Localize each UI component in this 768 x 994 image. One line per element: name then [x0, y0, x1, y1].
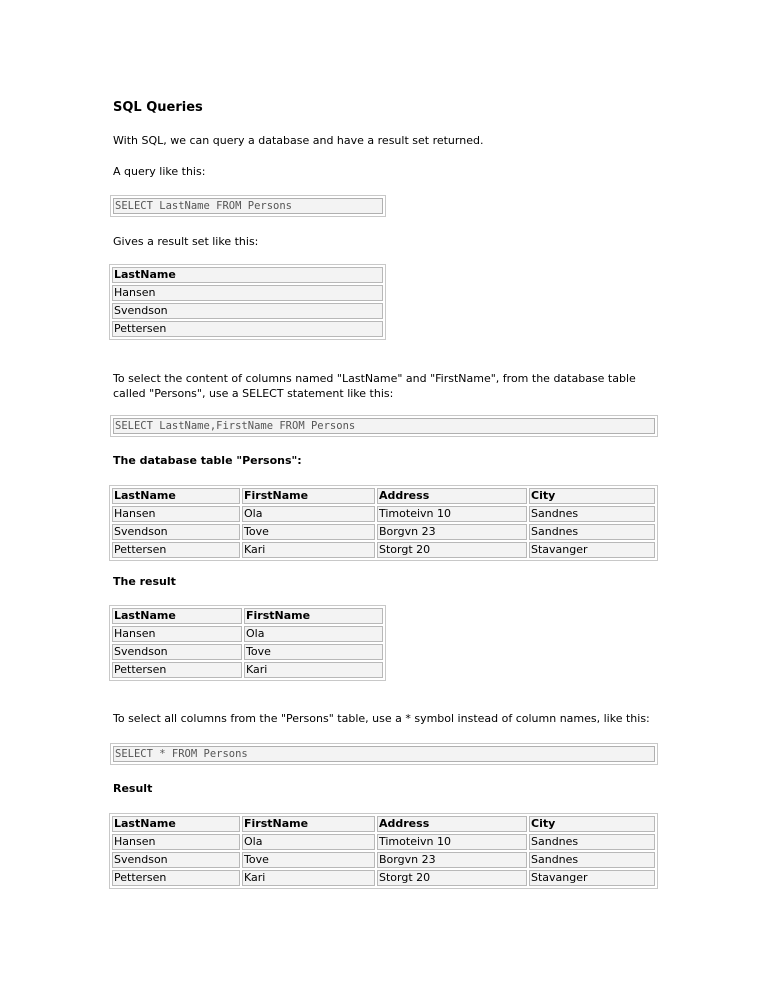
table-cell: Storgt 20 [377, 542, 527, 558]
table-cell: Sandnes [529, 506, 655, 522]
column-header: City [529, 488, 655, 504]
table-row [112, 870, 655, 886]
table-cell: Borgvn 23 [377, 852, 527, 868]
table-cell: Kari [242, 542, 375, 558]
column-header: City [529, 816, 655, 832]
db-table-heading: The database table "Persons": [113, 454, 302, 467]
select-all-text: To select all columns from the "Persons" table, use a * symbol instead of column names, like this: [113, 712, 650, 725]
table-header-row [112, 488, 655, 504]
table-cell: Kari [242, 870, 375, 886]
code-query1: SELECT LastName FROM Persons [113, 198, 383, 214]
table-row [112, 662, 383, 678]
table-cell: Svendson [112, 303, 383, 319]
table-cell: Svendson [112, 644, 242, 660]
column-header: LastName [112, 816, 240, 832]
table-cell: Stavanger [529, 542, 655, 558]
result1-table [109, 264, 386, 340]
column-header: LastName [112, 267, 383, 283]
table-cell: Borgvn 23 [377, 524, 527, 540]
table-row [112, 506, 655, 522]
result2-table [109, 605, 386, 681]
table-cell: Svendson [112, 524, 240, 540]
table-row [112, 644, 383, 660]
table-cell: Sandnes [529, 852, 655, 868]
result-heading: The result [113, 575, 176, 588]
table-cell: Pettersen [112, 321, 383, 337]
table-cell: Pettersen [112, 870, 240, 886]
table-row [112, 321, 383, 337]
table-cell: Stavanger [529, 870, 655, 886]
table-row [112, 303, 383, 319]
table-cell: Tove [242, 524, 375, 540]
intro-text: With SQL, we can query a database and have a result set returned. [113, 134, 484, 147]
table-cell: Hansen [112, 834, 240, 850]
page-title: SQL Queries [113, 100, 203, 115]
persons-table [109, 485, 658, 561]
select-cols-text-line1: To select the content of columns named "LastName" and "FirstName", from the database table [113, 372, 636, 385]
table-cell: Timoteivn 10 [377, 506, 527, 522]
table-cell: Ola [242, 506, 375, 522]
table-cell: Tove [242, 852, 375, 868]
query-like-text: A query like this: [113, 165, 206, 178]
column-header: FirstName [242, 816, 375, 832]
table-cell: Storgt 20 [377, 870, 527, 886]
table-cell: Hansen [112, 506, 240, 522]
table-cell: Kari [244, 662, 383, 678]
table-row [112, 834, 655, 850]
code-box-query2 [110, 415, 658, 437]
table-row [112, 524, 655, 540]
table-cell: Svendson [112, 852, 240, 868]
column-header: FirstName [242, 488, 375, 504]
code-query3: SELECT * FROM Persons [113, 746, 655, 762]
table-cell: Hansen [112, 626, 242, 642]
code-box-query1 [110, 195, 386, 217]
table-cell: Sandnes [529, 834, 655, 850]
table-row [112, 852, 655, 868]
table-row [112, 285, 383, 301]
table-cell: Pettersen [112, 542, 240, 558]
table-cell: Ola [244, 626, 383, 642]
select-cols-text-line2: called "Persons", use a SELECT statement like this: [113, 387, 394, 400]
table-row [112, 542, 655, 558]
table-cell: Timoteivn 10 [377, 834, 527, 850]
result3-table [109, 813, 658, 889]
table-row [112, 626, 383, 642]
table-cell: Ola [242, 834, 375, 850]
column-header: Address [377, 816, 527, 832]
table-cell: Pettersen [112, 662, 242, 678]
code-query2: SELECT LastName,FirstName FROM Persons [113, 418, 655, 434]
table-cell: Tove [244, 644, 383, 660]
gives-result-text: Gives a result set like this: [113, 235, 259, 248]
table-header-row [112, 816, 655, 832]
table-header-row [112, 267, 383, 283]
column-header: FirstName [244, 608, 383, 624]
table-cell: Sandnes [529, 524, 655, 540]
table-header-row [112, 608, 383, 624]
column-header: LastName [112, 608, 242, 624]
column-header: LastName [112, 488, 240, 504]
table-cell: Hansen [112, 285, 383, 301]
column-header: Address [377, 488, 527, 504]
result3-heading: Result [113, 782, 153, 795]
code-box-query3 [110, 743, 658, 765]
